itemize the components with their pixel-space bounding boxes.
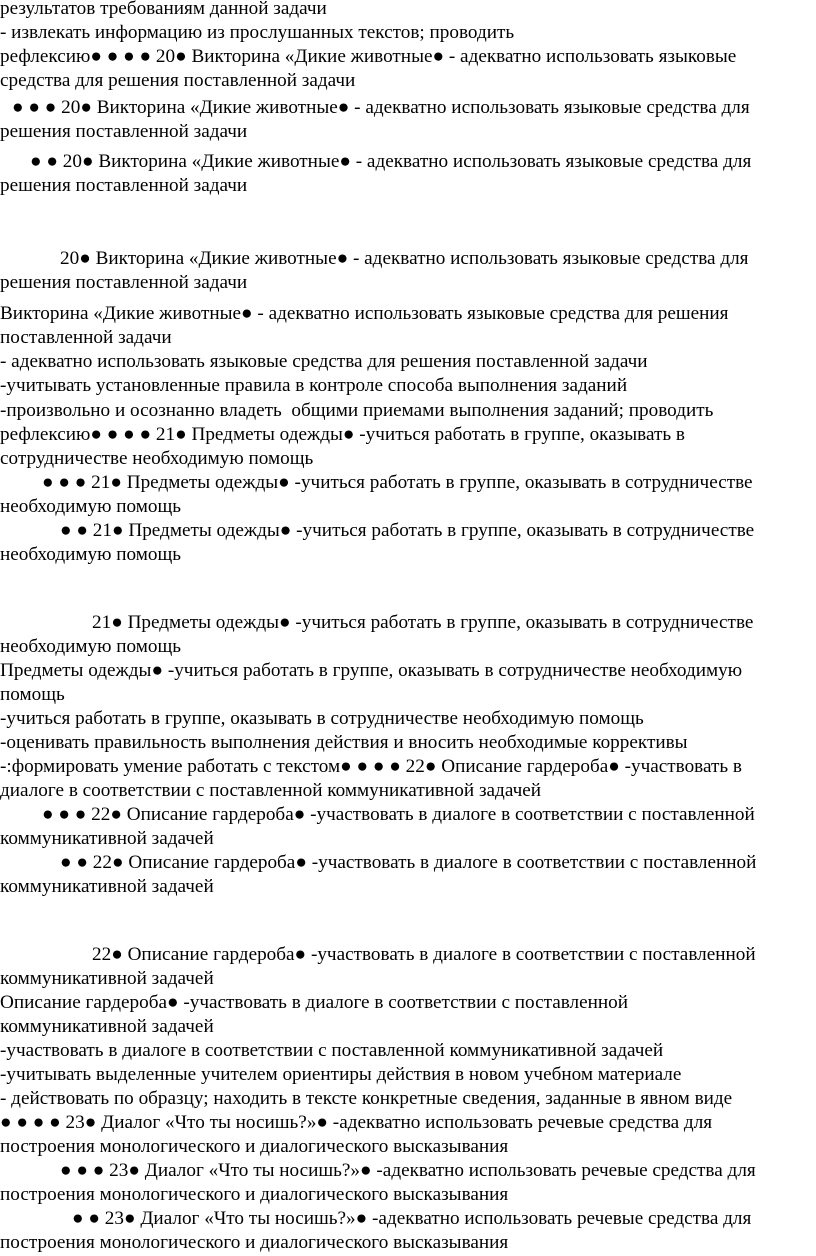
text-line: 20● Викторина «Дикие животные● - адекватно использовать языковые средства для — [60, 248, 749, 269]
text-line: - адекватно использовать языковые средства для решения поставленной задачи — [0, 351, 648, 372]
text-line: рефлексию● ● ● ● 21● Предметы одежды● -учиться работать в группе, оказывать в — [0, 424, 685, 445]
text-line: диалоге в соответствии с поставленной коммуникативной задачей — [0, 780, 542, 801]
text-line: Предметы одежды● -учиться работать в группе, оказывать в сотрудничестве необходимую — [0, 660, 743, 681]
text-line: ● ● ● 22● Описание гардероба● -участвовать в диалоге в соответствии с поставленной — [42, 804, 755, 825]
text-line: необходимую помощь — [0, 636, 181, 657]
text-line: решения поставленной задачи — [0, 121, 248, 142]
text-line: 22● Описание гардероба● -участвовать в диалоге в соответствии с поставленной — [92, 944, 756, 965]
text-line: Описание гардероба● -участвовать в диалоге в соответствии с поставленной — [0, 992, 629, 1013]
text-line: результатов требованиям данной задачи — [0, 0, 327, 19]
text-line: ● ● 23● Диалог «Что ты носишь?»● -адекватно использовать речевые средства для — [72, 1208, 752, 1229]
text-line: - действовать по образцу; находить в тексте конкретные сведения, заданные в явном виде — [0, 1088, 733, 1109]
text-line: Викторина «Дикие животные● - адекватно использовать языковые средства для решения — [0, 303, 729, 324]
text-line: рефлексию● ● ● ● 20● Викторина «Дикие животные● - адекватно использовать языковые — [0, 46, 737, 67]
text-line: ● ● 22● Описание гардероба● -участвовать в диалоге в соответствии с поставленной — [60, 852, 757, 873]
text-line: -:формировать умение работать с текстом● ● ● ● 22● Описание гардероба● -участвовать в — [0, 756, 742, 777]
text-line: -учитывать выделенные учителем ориентиры действия в новом учебном материале — [0, 1064, 682, 1085]
text-line: помощь — [0, 684, 65, 705]
text-line: решения поставленной задачи — [0, 175, 248, 196]
text-line: ● ● ● 20● Викторина «Дикие животные● - адекватно использовать языковые средства для — [12, 97, 750, 118]
text-line: необходимую помощь — [0, 544, 181, 565]
text-line: необходимую помощь — [0, 496, 181, 517]
text-line: коммуникативной задачей — [0, 828, 214, 849]
text-line: ● ● ● 23● Диалог «Что ты носишь?»● -адекватно использовать речевые средства для — [60, 1160, 756, 1181]
text-line: решения поставленной задачи — [0, 272, 248, 293]
text-line: построения монологического и диалогического высказывания — [0, 1136, 509, 1157]
text-line: -учитывать установленные правила в контроле способа выполнения заданий — [0, 375, 628, 396]
text-line: ● ● 21● Предметы одежды● -учиться работать в группе, оказывать в сотрудничестве — [60, 520, 755, 541]
text-line: построения монологического и диалогического высказывания — [0, 1232, 509, 1253]
text-line: -учиться работать в группе, оказывать в сотрудничестве необходимую помощь — [0, 708, 644, 729]
text-line: ● ● ● 21● Предметы одежды● -учиться работать в группе, оказывать в сотрудничестве — [42, 472, 753, 493]
text-line: 21● Предметы одежды● -учиться работать в группе, оказывать в сотрудничестве — [92, 612, 754, 633]
text-line: -участвовать в диалоге в соответствии с поставленной коммуникативной задачей — [0, 1040, 664, 1061]
text-line: поставленной задачи — [0, 327, 172, 348]
text-line: средства для решения поставленной задачи — [0, 70, 356, 91]
text-line: ● ● 20● Викторина «Дикие животные● - адекватно использовать языковые средства для — [30, 151, 752, 172]
text-line: сотрудничестве необходимую помощь — [0, 448, 314, 469]
text-line: ● ● ● ● 23● Диалог «Что ты носишь?»● -адекватно использовать речевые средства для — [0, 1112, 713, 1133]
text-line: - извлекать информацию из прослушанных текстов; проводить — [0, 22, 515, 43]
text-line: -произвольно и осознанно владеть общими приемами выполнения заданий; проводить — [0, 400, 714, 421]
text-line: построения монологического и диалогического высказывания — [0, 1184, 509, 1205]
text-line: коммуникативной задачей — [0, 876, 214, 897]
text-line: коммуникативной задачей — [0, 968, 214, 989]
text-line: -оценивать правильность выполнения действия и вносить необходимые коррективы — [0, 732, 688, 753]
text-line: коммуникативной задачей — [0, 1016, 214, 1037]
